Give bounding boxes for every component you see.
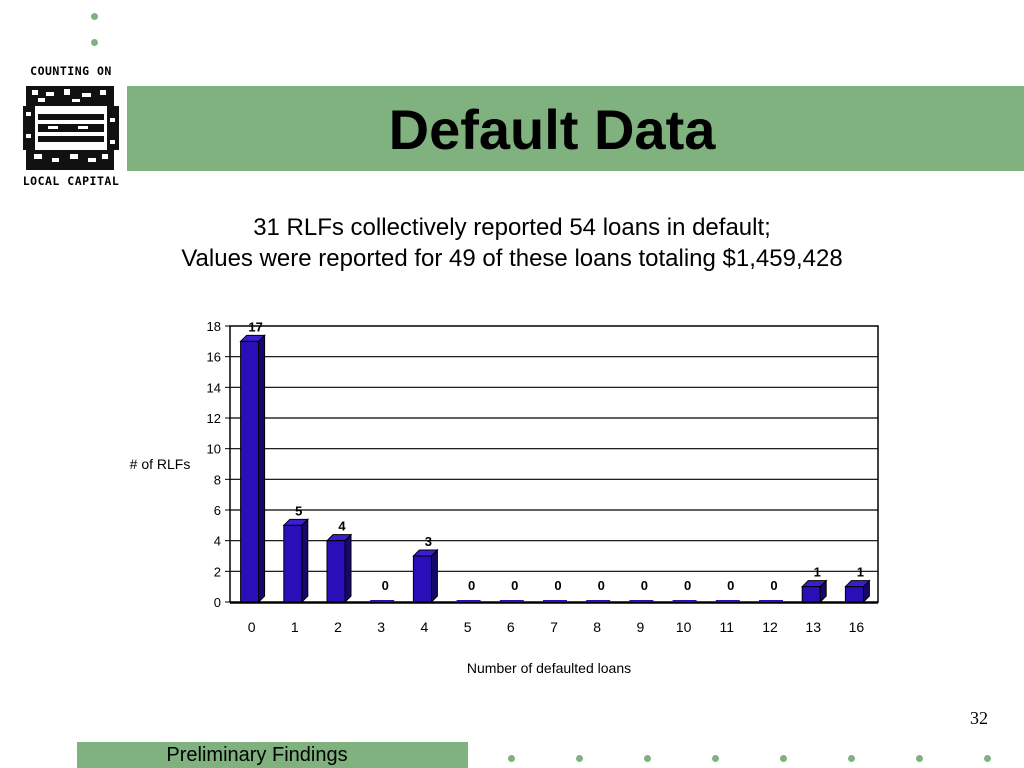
bar-side [431,550,437,602]
x-tick-label: 6 [506,619,515,635]
bar [413,556,431,602]
bar [802,587,820,602]
bar-data-label: 0 [467,578,476,593]
chart-gridlines [230,357,878,572]
subtitle-line-2: Values were reported for 49 of these loans totaling $1,459,428 [181,245,843,272]
chart-bars [241,319,870,602]
y-tick-label: 18 [206,319,221,334]
slide-title: Default Data [388,98,716,161]
bar [241,341,259,602]
decor-dot [508,755,515,762]
y-tick-label: 6 [213,503,221,518]
x-tick-label: 9 [636,619,645,635]
x-tick-label: 4 [420,619,429,635]
y-tick-label: 2 [213,564,221,580]
x-tick-label: 1 [290,619,299,635]
bar [327,541,345,602]
bar-data-label: 5 [295,503,303,519]
x-tick-label: 12 [762,619,778,635]
x-tick-label: 2 [334,619,342,635]
y-tick-label: 16 [206,349,221,365]
x-tick-label: 11 [719,619,735,635]
decor-dot [848,755,855,762]
y-tick-label: 12 [206,411,221,426]
x-tick-label: 7 [550,619,558,635]
bar [284,525,302,602]
bar-data-label: 17 [248,319,263,335]
bar [845,587,863,602]
decor-dot [916,755,923,762]
bar-side [302,519,308,602]
bar-data-label: 4 [338,518,346,534]
x-tick-label: 3 [377,619,386,635]
decor-dot [644,755,651,762]
bar-data-label: 0 [683,578,692,593]
x-tick-label: 10 [675,619,692,635]
y-tick-label: 14 [206,380,221,396]
y-tick-label: 4 [213,533,221,549]
decor-dot [984,755,991,762]
y-tick-label: 8 [213,472,221,488]
decor-dot [712,755,719,762]
bar-data-label: 3 [424,534,433,549]
logo-top-text: COUNTING ON [30,64,112,78]
x-tick-label: 5 [463,619,472,635]
decor-dot [780,755,787,762]
x-tick-label: 8 [593,619,602,635]
bar-data-label: 0 [640,578,649,593]
x-tick-label: 16 [848,619,865,635]
y-tick-label: 10 [206,441,221,457]
footer-label: Preliminary Findings [166,744,348,766]
y-axis-title: # of RLFs [129,456,191,472]
page-number: 32 [970,708,988,728]
bar-side [345,535,351,602]
decor-dot [576,755,583,762]
x-tick-label: 13 [805,619,821,635]
bar-data-label: 0 [727,578,735,593]
subtitle-line-1: 31 RLFs collectively reported 54 loans in default; [253,214,771,241]
bar-data-label: 1 [856,564,865,580]
y-tick-label: 0 [213,595,221,610]
x-tick-label: 0 [247,619,256,635]
bar-data-label: 1 [813,564,821,580]
x-axis-title: Number of defaulted loans [466,660,632,676]
bar-data-label: 0 [770,578,778,593]
bar-data-label: 0 [381,578,389,593]
bar-data-label: 0 [597,578,605,593]
bar-data-label: 0 [554,578,562,593]
bar-data-label: 0 [511,578,519,593]
bar-side [259,335,265,602]
logo-bottom-text: LOCAL CAPITAL [22,174,120,188]
